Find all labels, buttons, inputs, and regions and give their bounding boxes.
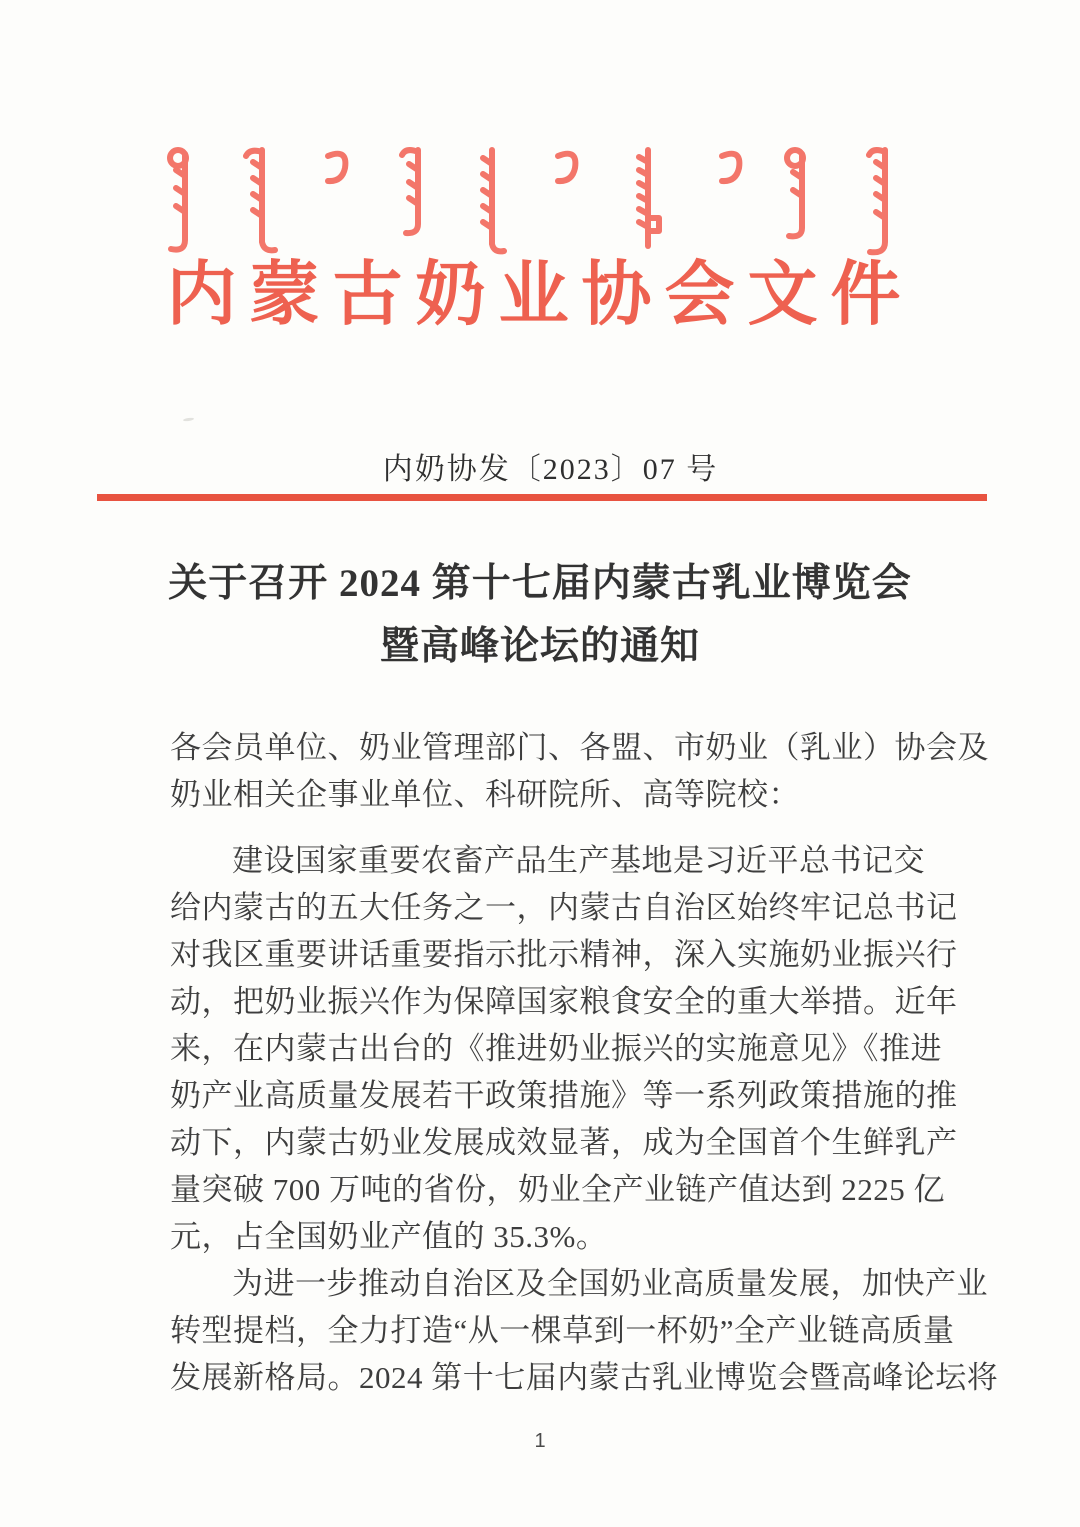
mongolian-script-icon — [150, 142, 920, 264]
notice-title-line1: 关于召开 2024 第十七届内蒙古乳业博览会 — [168, 562, 912, 605]
red-divider-line — [97, 494, 987, 501]
body-line: 量突破 700 万吨的省份，奶业全产业链产值达到 2225 亿 — [170, 1172, 945, 1207]
salutation — [170, 724, 989, 818]
body-line: 奶产业高质量发展若干政策措施》等一系列政策措施的推 — [170, 1078, 958, 1113]
scan-artifact-speck — [183, 417, 194, 422]
body-line: 动下，内蒙古奶业发展成效显著，成为全国首个生鲜乳产 — [170, 1125, 958, 1160]
body-line: 动，把奶业振兴作为保障国家粮食安全的重大举措。近年 — [170, 984, 958, 1019]
page-number: 1 — [534, 1430, 546, 1452]
body-line: 发展新格局。2024 第十七届内蒙古乳业博览会暨高峰论坛将 — [170, 1360, 999, 1395]
body-line: 元，占全国奶业产值的 35.3%。 — [170, 1219, 608, 1254]
paragraph-2 — [170, 1260, 999, 1401]
body-line: 来，在内蒙古出台的《推进奶业振兴的实施意见》《推进 — [170, 1031, 942, 1066]
doc-number: 内奶协发〔2023〕07 号 — [382, 453, 719, 486]
document-body — [170, 724, 999, 1401]
salutation-line: 奶业相关企事业单位、科研院所、高等院校： — [170, 777, 800, 812]
org-title: 内蒙古奶业协会文件 — [166, 257, 914, 334]
paragraph-1 — [170, 837, 958, 1260]
body-line: 对我区重要讲话重要指示批示精神，深入实施奶业振兴行 — [170, 937, 958, 972]
mongolian-script-banner — [150, 142, 920, 264]
notice-title-line2: 暨高峰论坛的通知 — [379, 625, 700, 668]
body-line: 转型提档，全力打造“从一棵草到一杯奶”全产业链高质量 — [170, 1313, 955, 1348]
salutation-line: 各会员单位、奶业管理部门、各盟、市奶业（乳业）协会及 — [170, 730, 989, 765]
notice-title — [0, 552, 1080, 678]
body-line: 给内蒙古的五大任务之一，内蒙古自治区始终牢记总书记 — [170, 890, 958, 925]
body-line: 为进一步推动自治区及全国奶业高质量发展，加快产业 — [232, 1266, 988, 1301]
body-line: 建设国家重要农畜产品生产基地是习近平总书记交 — [232, 843, 925, 878]
